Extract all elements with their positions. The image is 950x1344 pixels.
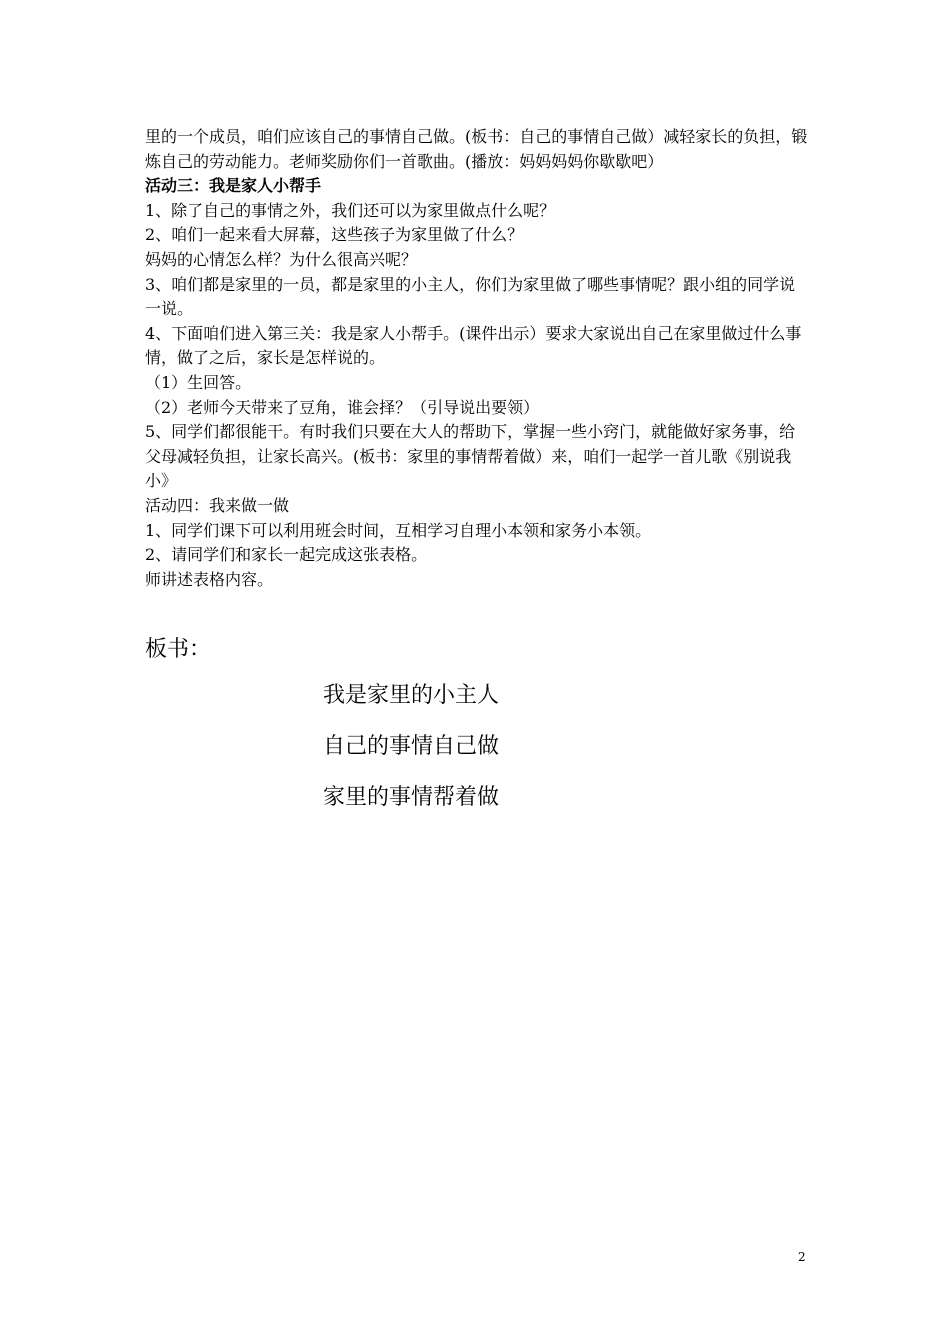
paragraph-item: 师讲述表格内容。 — [145, 569, 274, 589]
blackboard-line: 自己的事情自己做 — [323, 734, 500, 759]
page-number: 2 — [798, 1250, 806, 1264]
paragraph-item: 3、咱们都是家里的一员，都是家里的小主人，你们为家里做了哪些事情呢？跟小组的同学说一说。 — [145, 274, 796, 319]
paragraph-item: 4、下面咱们进入第三关：我是家人小帮手。(课件出示）要求大家说出自己在家里做过什么事情，做了之后，家长是怎样说的。 — [145, 323, 802, 368]
body-text — [145, 125, 810, 592]
heading-activity-3: 活动三：我是家人小帮手 — [145, 176, 322, 196]
heading-activity-4: 活动四：我来做一做 — [145, 495, 290, 515]
paragraph-item: 2、咱们一起来看大屏幕，这些孩子为家里做了什么？ — [145, 225, 524, 245]
paragraph-item: （1）生回答。 — [145, 372, 252, 392]
paragraph-item: 5、同学们都很能干。有时我们只要在大人的帮助下，掌握一些小窍门，就能做好家务事，给父母减轻负担，让家长高兴。(板书：家里的事情帮着做）来，咱们一起学一首儿歌《别说我小》 — [145, 422, 796, 491]
paragraph-item: 妈妈的心情怎么样？为什么很高兴呢？ — [145, 249, 418, 269]
paragraph-intro: 里的一个成员，咱们应该自己的事情自己做。(板书：自己的事情自己做）减轻家长的负担，锻炼自己的劳动能力。老师奖励你们一首歌曲。(播放：妈妈妈妈你歇歇吧） — [145, 127, 808, 171]
blackboard-line: 家里的事情帮着做 — [323, 785, 500, 810]
paragraph-item: 1、同学们课下可以利用班会时间，互相学习自理小本领和家务小本领。 — [145, 520, 652, 540]
blackboard-label: 板书： — [145, 637, 212, 662]
blackboard-line: 我是家里的小主人 — [323, 683, 500, 708]
paragraph-item: 1、除了自己的事情之外，我们还可以为家里做点什么呢？ — [145, 200, 556, 220]
paragraph-item: 2、请同学们和家长一起完成这张表格。 — [145, 545, 428, 565]
blackboard-content — [323, 682, 499, 835]
paragraph-item: （2）老师今天带来了豆角，谁会择？（引导说出要领） — [145, 397, 540, 417]
